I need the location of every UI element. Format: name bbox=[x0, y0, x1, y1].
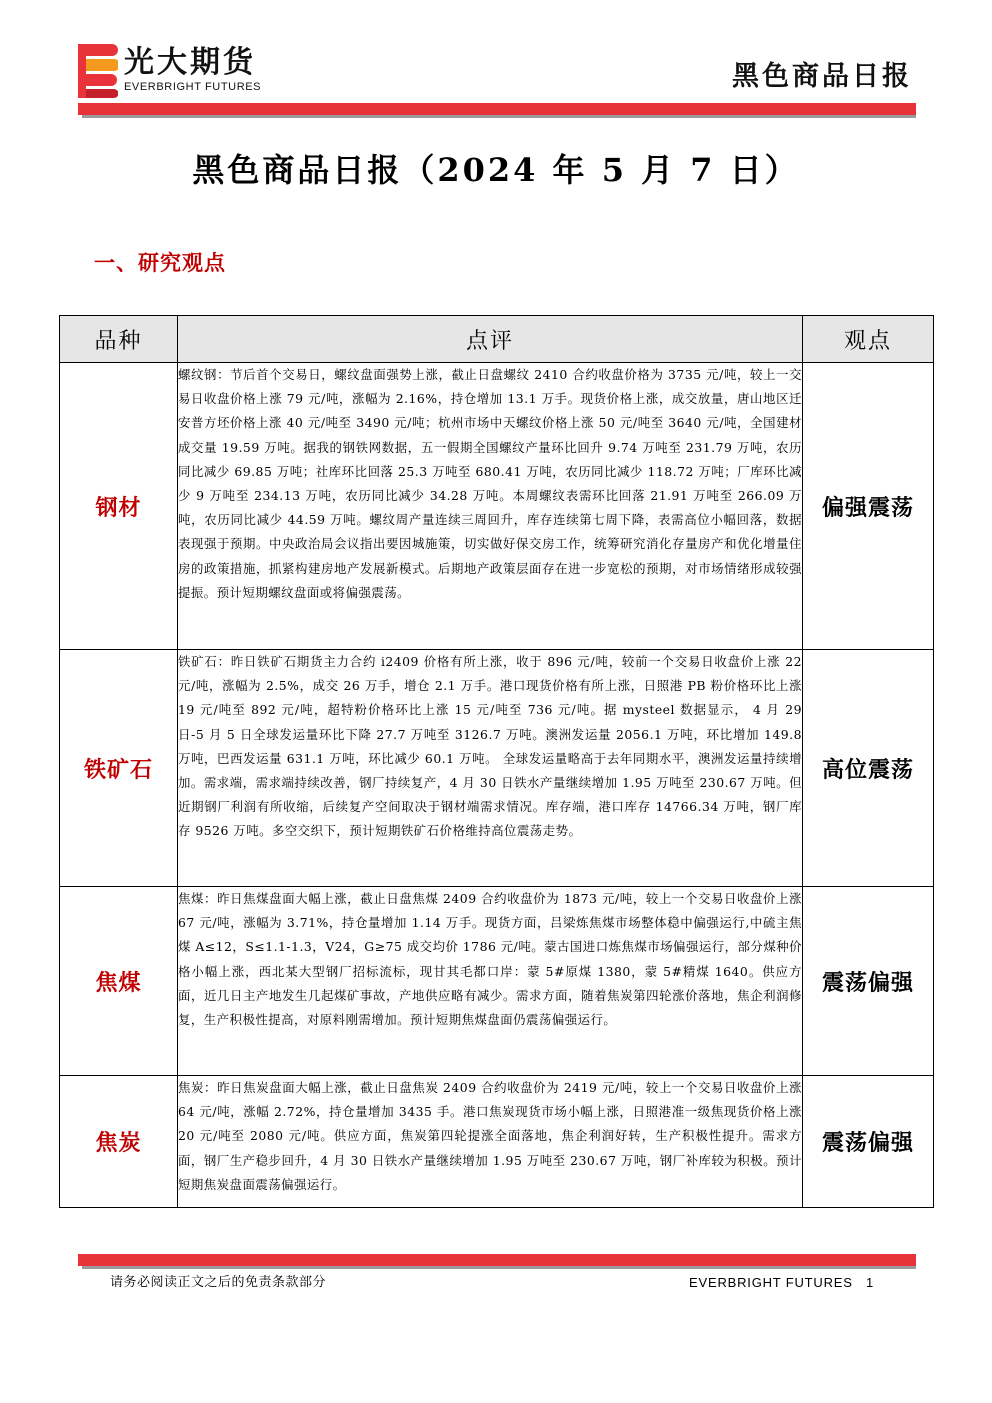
footer-disclaimer: 请务必阅读正文之后的免责条款部分 bbox=[110, 1275, 327, 1290]
comment-cell: 螺纹钢：节后首个交易日，螺纹盘面强势上涨，截止日盘螺纹 2410 合约收盘价格为 3735 元/吨，较上一交易日收盘价格上涨 79 元/吨，涨幅为 2.16%，持仓增加 13.1 万手。现货价格上涨，成交放量，唐山地区迁安普方坯价格上涨 40 元/吨至 3490 元/吨；杭州市场中天螺纹价格上涨 50 元/吨至 3640 元/吨，全国建材成交量 19.59 万吨。据我的钢铁网数据，五一假期全国螺纹产量环比回升 9.74 万吨至 231.79 万吨，农历同比减少 69.85 万吨；社库环比回落 25.3 万吨至 680.41 万吨，农历同比减少 118.72 万吨；厂库环比减少 9 万吨至 234.13 万吨，农历同比减少 34.28 万吨。本周螺纹表需环比回落 21.91 万吨至 266.09 万吨，农历同比减少 44.59 万吨。螺纹周产量连续三周回升，库存连续第七周下降，表需高位小幅回落，数据表现强于预期。中央政治局会议指出要因城施策，切实做好保交房工作，统筹研究消化存量房产和优化增量住房的政策措施，抓紧构建房地产发展新模式。后期地产政策层面存在进一步宽松的预期，对市场情绪形成较强提振。预计短期螺纹盘面或将偏强震荡。 bbox=[178, 363, 803, 650]
product-cell: 焦煤 bbox=[60, 887, 178, 1076]
page-number: 1 bbox=[865, 1275, 874, 1290]
product-cell: 铁矿石 bbox=[60, 650, 178, 887]
report-title: 黑色商品日报 bbox=[732, 61, 912, 92]
table-header-row bbox=[60, 316, 934, 363]
comment-cell: 焦炭：昨日焦炭盘面大幅上涨，截止日盘焦炭 2409 合约收盘价为 2419 元/吨，较上一个交易日收盘价上涨 64 元/吨，涨幅 2.72%，持仓量增加 3435 手。港口焦炭现货市场小幅上涨，日照港准一级焦现货价格上涨 20 元/吨至 2080 元/吨。供应方面，焦炭第四轮提涨全面落地，焦企利润好转，生产积极性提升。需求方面，钢厂生产稳步回升，4 月 30 日铁水产量继续增加 1.95 万吨至 230.67 万吨，钢厂补库较为积极。预计短期焦炭盘面震荡偏强运行。 bbox=[178, 1076, 803, 1208]
company-logo bbox=[78, 44, 288, 100]
table-row bbox=[60, 1076, 934, 1208]
section-heading: 一、研究观点 bbox=[94, 250, 226, 275]
view-cell: 偏强震荡 bbox=[803, 363, 934, 650]
product-cell: 钢材 bbox=[60, 363, 178, 650]
footer-divider-shadow bbox=[82, 1266, 916, 1269]
table-row bbox=[60, 887, 934, 1076]
product-cell: 焦炭 bbox=[60, 1076, 178, 1208]
document-title: 黑色商品日报（2024 年 5 月 7 日） bbox=[192, 151, 800, 189]
logo-mark-icon bbox=[78, 44, 118, 98]
table-row bbox=[60, 363, 934, 650]
comment-cell: 焦煤：昨日焦煤盘面大幅上涨，截止日盘焦煤 2409 合约收盘价为 1873 元/吨，较上一个交易日收盘价上涨 67 元/吨，涨幅为 3.71%，持仓量增加 1.14 万手。现货方面，吕梁炼焦煤市场整体稳中偏强运行,中硫主焦煤 A≤12，S≤1.1-1.3，V24，G≥75 成交均价 1786 元/吨。蒙古国进口炼焦煤市场偏强运行，部分煤种价格小幅上涨，西北某大型钢厂招标流标，现甘其毛都口岸：蒙 5#原煤 1380，蒙 5#精煤 1640。供应方面，近几日主产地发生几起煤矿事故，产地供应略有减少。需求方面，随着焦炭第四轮涨价落地，焦企利润修复，生产积极性提高，对原料刚需增加。预计短期焦煤盘面仍震荡偏强运行。 bbox=[178, 887, 803, 1076]
footer-brand: EVERBRIGHT FUTURES bbox=[689, 1275, 853, 1290]
header-view: 观点 bbox=[803, 316, 934, 363]
header-divider bbox=[78, 103, 916, 115]
view-cell: 震荡偏强 bbox=[803, 1076, 934, 1208]
footer-divider bbox=[78, 1254, 916, 1266]
view-cell: 高位震荡 bbox=[803, 650, 934, 887]
view-cell: 震荡偏强 bbox=[803, 887, 934, 1076]
logo-chinese-name: 光大期货 bbox=[124, 45, 256, 80]
header-comment: 点评 bbox=[178, 316, 803, 363]
header-product: 品种 bbox=[60, 316, 178, 363]
table-row bbox=[60, 650, 934, 887]
comment-cell: 铁矿石：昨日铁矿石期货主力合约 i2409 价格有所上涨，收于 896 元/吨，较前一个交易日收盘价上涨 22 元/吨，涨幅为 2.5%，成交 26 万手，增仓 2.1 万手。港口现货价格有所上涨，日照港 PB 粉价格环比上涨 19 元/吨至 892 元/吨，超特粉价格环比上涨 15 元/吨至 736 元/吨。据 mysteel 数据显示， 4 月 29 日-5 月 5 日全球发运量环比下降 27.7 万吨至 3126.7 万吨。澳洲发运量 2056.1 万吨，环比增加 149.8 万吨，巴西发运量 631.1 万吨，环比减少 60.1 万吨。 全球发运量略高于去年同期水平，澳洲发运量持续增加。需求端，需求端持续改善，钢厂持续复产，4 月 30 日铁水产量继续增加 1.95 万吨至 230.67 万吨。但近期钢厂利润有所收缩，后续复产空间取决于钢材端需求情况。库存端，港口库存 14766.34 万吨，钢厂库存 9526 万吨。多空交织下，预计短期铁矿石价格维持高位震荡走势。 bbox=[178, 650, 803, 887]
footer-brand-page bbox=[689, 1274, 874, 1292]
logo-english-name: EVERBRIGHT FUTURES bbox=[124, 81, 262, 93]
header-divider-shadow bbox=[82, 115, 916, 118]
research-view-table bbox=[59, 315, 934, 1208]
